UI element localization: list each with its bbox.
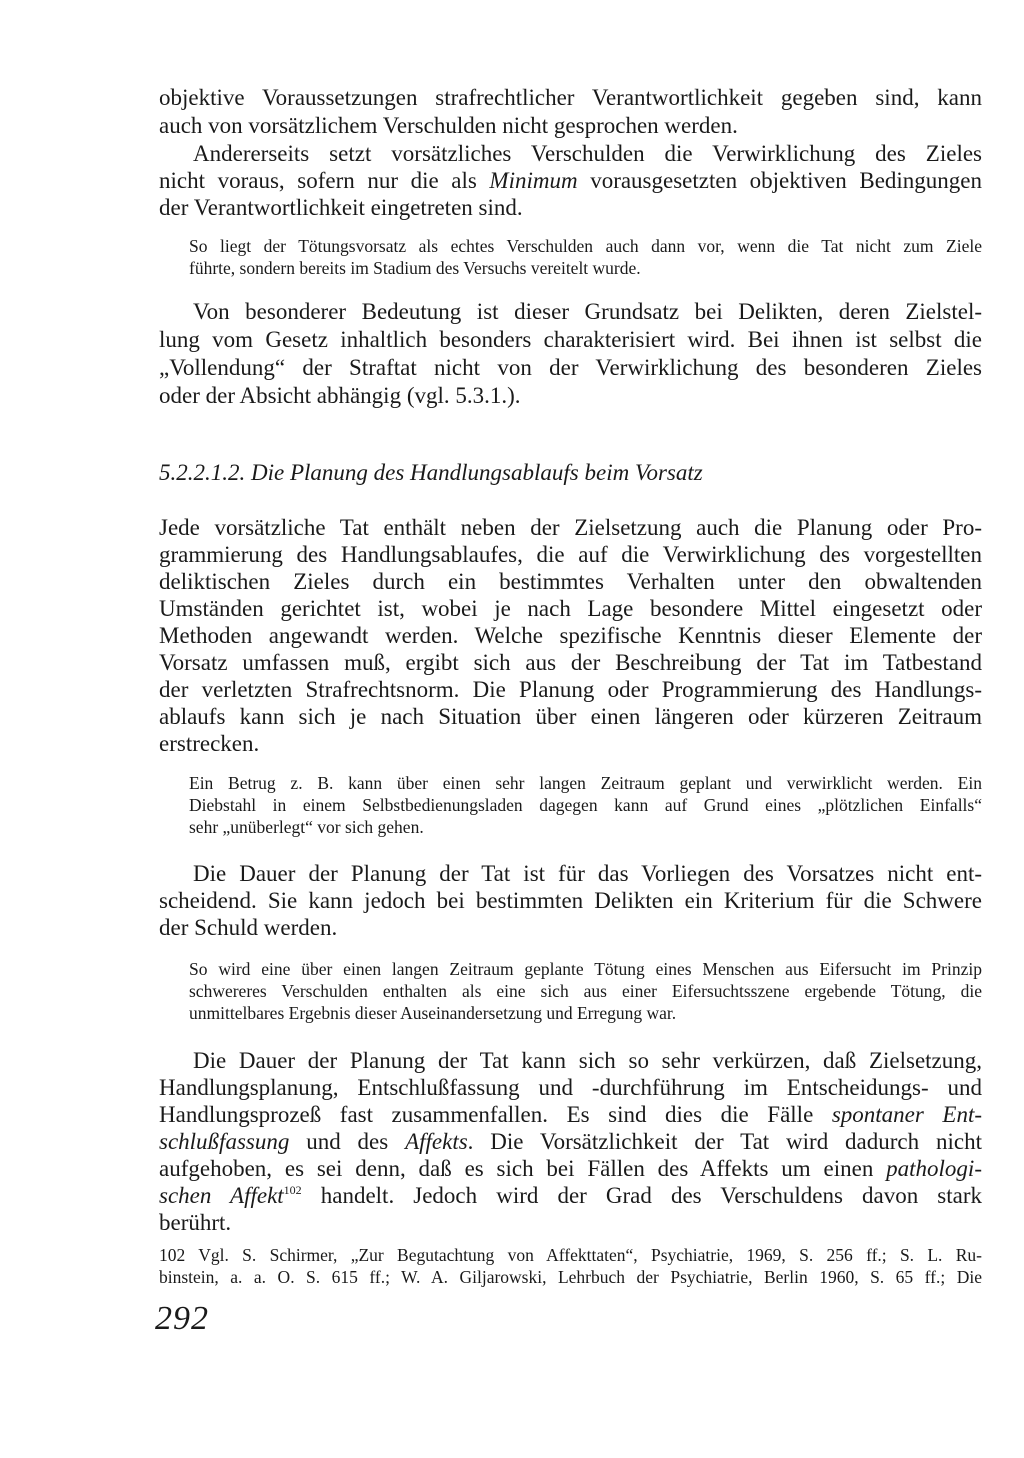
note-line: schwereres Verschulden enthalten als eine sich aus einer Eifersuchtsszene ergebende Tötung, die [189,981,982,1001]
text-line: Handlungsprozeß fast zusammenfallen. Es sind dies die Fälle spontaner Ent- [159,1102,982,1127]
emphasis-text: schlußfassung [159,1129,290,1154]
section-title: Die Planung des Handlungsablaufs beim Vorsatz [251,460,703,485]
text-line: schen Affekt$^{102}$ handelt. Jedoch wird der Grad des Verschuldens davon stark [159,1183,982,1208]
text-line: Von besonderer Bedeutung ist dieser Grundsatz bei Delikten, deren Zielstel- [193,299,982,324]
text-line: deliktischen Zieles durch ein bestimmtes Verhalten unter den obwaltenden [159,569,982,594]
emphasis-text: Affekts [405,1129,468,1154]
emphasis-text: pathologi- [886,1156,982,1181]
text-line: auch von vorsätzlichem Verschulden nicht gesprochen werden. [159,113,738,138]
emphasis-text: spontaner Ent- [831,1102,982,1127]
note-line: Diebstahl in einem Selbstbedienungsladen dagegen kann auf Grund eines „plötzlichen Einfalls“ [189,795,982,815]
note-line: So wird eine über einen langen Zeitraum geplante Tötung eines Menschen aus Eifersucht im Prinzip [189,959,982,979]
text-line: Umständen gerichtet ist, wobei je nach Lage besondere Mittel eingesetzt oder [159,596,982,621]
text-line: der verletzten Strafrechtsnorm. Die Planung oder Programmierung des Handlungs- [159,677,982,702]
text-line: lung vom Gesetz inhaltlich besonders charakterisiert wird. Bei ihnen ist selbst die [159,327,982,352]
text-line: Handlungsplanung, Entschlußfassung und -durchführung im Entscheidungs- und [159,1075,982,1100]
emphasis-text: Minimum [489,168,578,193]
text-line: Die Dauer der Planung der Tat kann sich so sehr verkürzen, daß Zielsetzung, [193,1048,982,1073]
text-line: Andererseits setzt vorsätzliches Verschulden die Verwirklichung des Zieles [193,141,982,166]
text-line: Jede vorsätzliche Tat enthält neben der Zielsetzung auch die Planung oder Pro- [159,515,982,540]
footnote-reference: 102 [283,1183,302,1197]
emphasis-text: schen Affekt [159,1183,284,1208]
note-line: unmittelbares Ergebnis dieser Auseinandersetzung und Erregung war. [189,1003,677,1023]
text-line: Die Dauer der Planung der Tat ist für das Vorliegen des Vorsatzes nicht ent- [193,861,982,886]
note-line: So liegt der Tötungsvorsatz als echtes Verschulden auch dann vor, wenn die Tat nicht zum Ziele [189,236,982,256]
text-line: ablaufs kann sich je nach Situation über einen längeren oder kürzeren Zeitraum [159,704,982,729]
text-line: aufgehoben, es sei denn, daß es sich bei Fällen des Affekts um einen pathologi- [159,1156,982,1181]
text-line: objektive Voraussetzungen strafrechtlicher Verantwortlichkeit gegeben sind, kann [159,85,982,110]
text-line: oder der Absicht abhängig (vgl. 5.3.1.). [159,383,521,408]
note-line: führte, sondern bereits im Stadium des Versuchs vereitelt wurde. [189,258,641,278]
text-line: nicht voraus, sofern nur die als Minimum vorausgesetzten objektiven Bedingungen [159,168,982,193]
note-line: sehr „unüberlegt“ vor sich gehen. [189,817,424,837]
text-line: erstrecken. [159,731,260,756]
page-number: 292 [155,1300,209,1337]
text-line: scheidend. Sie kann jedoch bei bestimmten Delikten ein Kriterium für die Schwere [159,888,982,913]
footnote-line: 102 Vgl. S. Schirmer, „Zur Begutachtung von Affekttaten“, Psychiatrie, 1969, S. 256 ff.; S. L. Ru- [159,1245,982,1265]
note-line: Ein Betrug z. B. kann über einen sehr langen Zeitraum geplant und verwirklicht werden. Ein [189,773,982,793]
text-line: der Verantwortlichkeit eingetreten sind. [159,195,523,220]
text-line: berührt. [159,1210,232,1235]
section-heading [159,460,703,486]
footnote-line: binstein, a. a. O. S. 615 ff.; W. A. Giljarowski, Lehrbuch der Psychiatrie, Berlin 1960, S. 65 ff.; Die [159,1267,982,1287]
section-number: 5.2.2.1.2. [159,460,246,485]
text-line: der Schuld werden. [159,915,338,940]
text-line: „Vollendung“ der Straftat nicht von der Verwirklichung des besonderen Zieles [159,355,982,380]
text-line: Vorsatz umfassen muß, ergibt sich aus der Beschreibung der Tat im Tatbestand [159,650,982,675]
text-line: schlußfassung und des Affekts. Die Vorsätzlichkeit der Tat wird dadurch nicht [159,1129,982,1154]
text-line: Methoden angewandt werden. Welche spezifische Kenntnis dieser Elemente der [159,623,982,648]
text-line: grammierung des Handlungsablaufes, die auf die Verwirklichung des vorgestellten [159,542,982,567]
